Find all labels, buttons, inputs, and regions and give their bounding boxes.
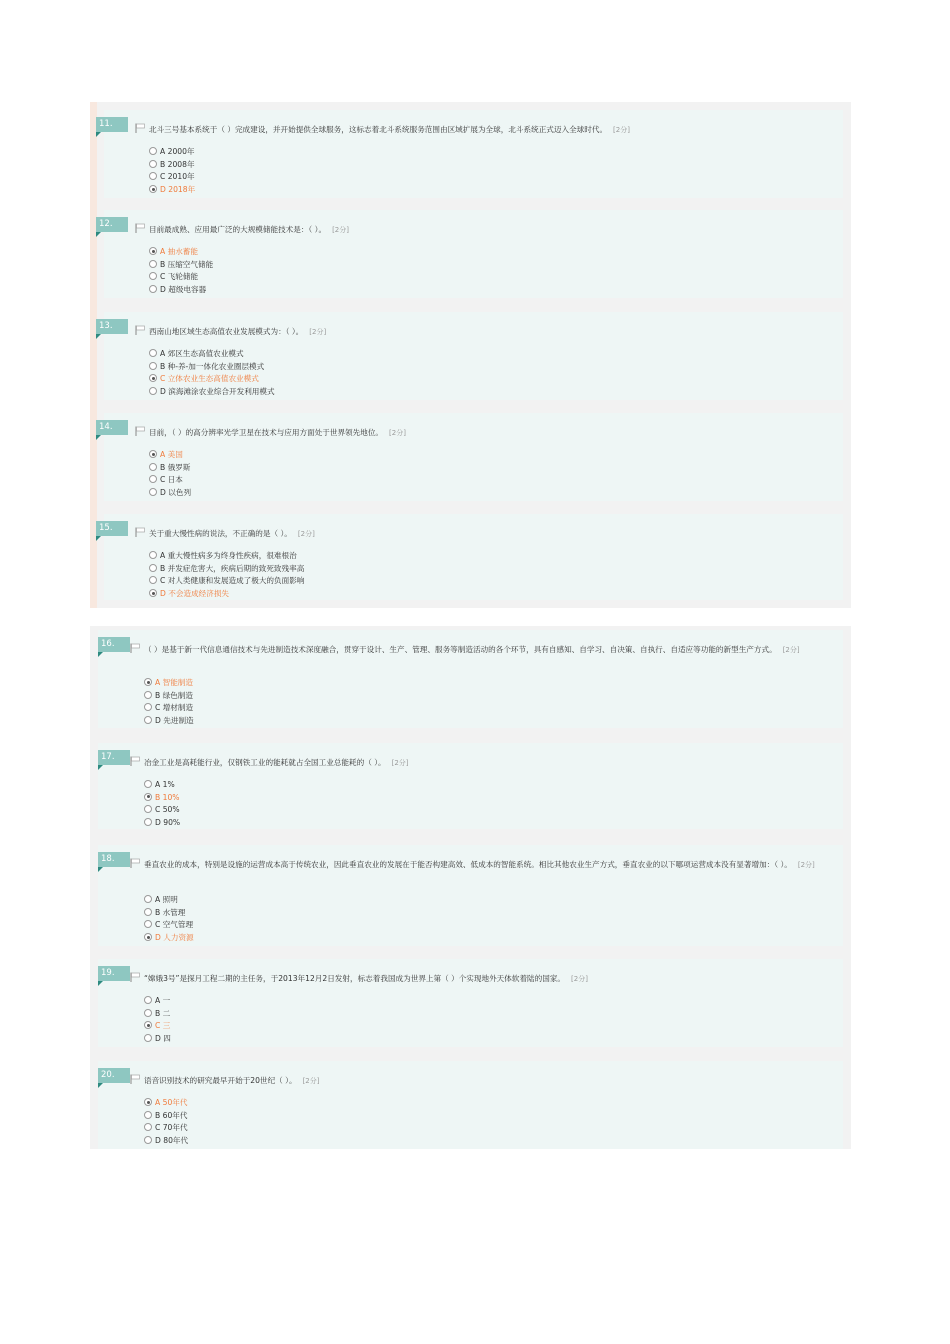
question-panel-1 — [90, 102, 851, 608]
option-label: D 滨海滩涂农业综合开发利用模式 — [160, 387, 275, 397]
question-stem: 关于重大慢性病的说法，不正确的是（ ）。 — [149, 529, 292, 538]
option-label: C 70年代 — [155, 1123, 188, 1133]
radio-button[interactable] — [149, 387, 157, 395]
score-label: [2分] — [391, 759, 409, 767]
question-card — [98, 959, 843, 1047]
radio-button[interactable] — [144, 716, 152, 724]
radio-button[interactable] — [144, 793, 152, 801]
flag-icon[interactable] — [130, 858, 140, 868]
radio-button[interactable] — [149, 247, 157, 255]
badge-fold — [98, 765, 103, 770]
radio-button[interactable] — [144, 1123, 152, 1131]
badge-fold — [98, 1083, 103, 1088]
option-label: A 智能制造 — [155, 678, 193, 687]
option-label: B 10% — [155, 792, 180, 802]
badge-fold — [96, 232, 101, 237]
option-label: A 美国 — [160, 450, 183, 459]
question-stem: “嫦娥3号”是探月工程二期的主任务，于2013年12月2日发射，标志着我国成为世界上第（ ）个实现地外天体软着陆的国家。 — [144, 974, 566, 983]
answer-options — [149, 146, 195, 197]
answer-option[interactable] — [144, 690, 194, 703]
radio-button[interactable] — [149, 272, 157, 280]
answer-option[interactable] — [149, 588, 304, 601]
answer-option[interactable] — [144, 804, 180, 817]
answer-option[interactable] — [149, 184, 195, 197]
answer-option[interactable] — [144, 907, 194, 920]
question-card — [99, 514, 843, 600]
question-text — [144, 858, 831, 872]
question-stem: 西南山地区域生态高值农业发展模式为：（ ）。 — [149, 327, 304, 336]
question-card — [98, 743, 843, 829]
radio-button[interactable] — [149, 463, 157, 471]
radio-button[interactable] — [149, 551, 157, 559]
radio-button[interactable] — [149, 564, 157, 572]
option-label: D 超级电容器 — [160, 285, 207, 295]
answer-option[interactable] — [149, 171, 195, 184]
radio-button[interactable] — [144, 805, 152, 813]
badge-fold — [96, 132, 101, 137]
answer-options — [149, 449, 191, 500]
option-label: C 立体农业生态高值农业模式 — [160, 374, 259, 384]
answer-options — [149, 246, 213, 297]
answer-option[interactable] — [144, 919, 194, 932]
score-label: [2分] — [797, 861, 815, 869]
question-text — [149, 223, 831, 237]
score-label: [2分] — [782, 646, 800, 654]
answer-options — [149, 550, 304, 601]
option-label: A 重大慢性病多为终身性疾病，很难根治 — [160, 551, 297, 560]
radio-button[interactable] — [144, 703, 152, 711]
flag-icon[interactable] — [135, 426, 145, 436]
answer-option[interactable] — [144, 817, 180, 830]
question-panel-2 — [90, 626, 851, 1149]
question-stem: 语音识别技术的研究最早开始于20世纪（ ）。 — [144, 1076, 297, 1085]
answer-option[interactable] — [144, 894, 194, 907]
question-text — [149, 123, 831, 137]
answer-option[interactable] — [149, 462, 191, 475]
option-label: B 水管理 — [155, 907, 186, 917]
question-number-badge: 18. — [98, 852, 130, 867]
score-label: [2分] — [571, 975, 588, 983]
radio-button[interactable] — [144, 1009, 152, 1017]
answer-options — [144, 779, 180, 830]
badge-fold — [96, 334, 101, 339]
option-label: D 90% — [155, 818, 181, 828]
flag-icon[interactable] — [130, 643, 140, 653]
question-card — [98, 845, 843, 946]
option-label: D 四 — [155, 1034, 171, 1044]
badge-fold — [98, 867, 103, 872]
score-label: [2分] — [613, 126, 630, 134]
question-number-badge: 20. — [98, 1068, 130, 1083]
radio-button[interactable] — [144, 1136, 152, 1144]
flag-icon[interactable] — [135, 325, 145, 335]
radio-button[interactable] — [144, 780, 152, 788]
radio-button[interactable] — [149, 374, 157, 382]
option-label: C 增材制造 — [155, 703, 194, 713]
radio-button[interactable] — [149, 160, 157, 168]
question-card — [99, 413, 843, 501]
option-label: D 先进制造 — [155, 716, 194, 726]
answer-option[interactable] — [144, 1097, 188, 1110]
answer-option[interactable] — [144, 702, 194, 715]
radio-button[interactable] — [149, 349, 157, 357]
badge-fold — [98, 981, 103, 986]
score-label: [2分] — [302, 1077, 320, 1085]
radio-button[interactable] — [144, 996, 152, 1004]
flag-icon[interactable] — [135, 223, 145, 233]
answer-option[interactable] — [149, 361, 275, 374]
option-label: B 二 — [155, 1008, 171, 1018]
answer-option[interactable] — [149, 474, 191, 487]
answer-option[interactable] — [149, 284, 213, 297]
question-text — [149, 527, 831, 541]
radio-button[interactable] — [144, 691, 152, 699]
option-label: C 飞轮储能 — [160, 272, 199, 282]
radio-button[interactable] — [149, 260, 157, 268]
answer-option[interactable] — [149, 271, 213, 284]
badge-fold — [96, 536, 101, 541]
question-number-badge: 16. — [98, 637, 130, 652]
radio-button[interactable] — [144, 1021, 152, 1029]
answer-option[interactable] — [144, 1008, 171, 1021]
answer-option[interactable] — [144, 932, 194, 945]
flag-icon[interactable] — [130, 1074, 140, 1084]
option-label: B 压缩空气储能 — [160, 259, 214, 269]
answer-option[interactable] — [149, 246, 213, 259]
option-label: C 日本 — [160, 475, 183, 485]
answer-option[interactable] — [144, 1122, 188, 1135]
flag-icon[interactable] — [130, 756, 140, 766]
option-label: B 绿色制造 — [155, 690, 193, 700]
answer-options — [149, 348, 275, 399]
question-stem: 冶金工业是高耗能行业，仅钢铁工业的能耗就占全国工业总能耗的（ ）。 — [144, 758, 386, 767]
answer-options — [144, 677, 194, 728]
question-text — [144, 643, 831, 657]
option-label: A 2000年 — [160, 147, 195, 156]
answer-option[interactable] — [144, 1110, 188, 1123]
radio-button[interactable] — [144, 678, 152, 686]
answer-option[interactable] — [149, 373, 275, 386]
option-label: B 2008年 — [160, 159, 195, 169]
answer-option[interactable] — [144, 1033, 171, 1046]
option-label: D 2018年 — [160, 185, 196, 195]
flag-icon[interactable] — [130, 972, 140, 982]
answer-option[interactable] — [144, 715, 194, 728]
radio-button[interactable] — [144, 895, 152, 903]
option-label: A 1% — [155, 780, 175, 789]
answer-option[interactable] — [149, 348, 275, 361]
score-label: [2分] — [389, 429, 406, 437]
question-text — [144, 972, 831, 986]
option-label: D 不会造成经济损失 — [160, 589, 230, 599]
answer-option[interactable] — [144, 1135, 188, 1148]
question-stem: 垂直农业的成本，特别是设施的运营成本高于传统农业，因此垂直农业的发展在于能否构建高效、低成本的智能系统。相比其他农业生产方式，垂直农业的以下哪项运营成本没有显著增加：（ ）。 — [144, 860, 792, 869]
answer-option[interactable] — [149, 563, 304, 576]
radio-button[interactable] — [144, 933, 152, 941]
question-number-badge: 19. — [98, 966, 130, 981]
radio-button[interactable] — [144, 818, 152, 826]
option-label: C 50% — [155, 805, 180, 815]
question-text — [149, 426, 831, 440]
question-text — [144, 756, 831, 770]
badge-fold — [98, 652, 103, 657]
question-text — [144, 1074, 831, 1088]
radio-button[interactable] — [149, 488, 157, 496]
option-label: A 一 — [155, 996, 171, 1005]
answer-options — [144, 894, 194, 945]
answer-option[interactable] — [149, 146, 195, 159]
option-label: D 80年代 — [155, 1136, 189, 1146]
radio-button[interactable] — [144, 920, 152, 928]
option-label: A 郊区生态高值农业模式 — [160, 349, 244, 358]
question-number-badge: 13. — [96, 319, 128, 334]
question-text — [149, 325, 831, 339]
score-label: [2分] — [309, 328, 327, 336]
option-label: B 种-养-加一体化农业圈层模式 — [160, 361, 265, 371]
question-number-badge: 11. — [96, 117, 128, 132]
option-label: B 俄罗斯 — [160, 462, 191, 472]
badge-fold — [96, 435, 101, 440]
radio-button[interactable] — [149, 450, 157, 458]
radio-button[interactable] — [149, 285, 157, 293]
answer-option[interactable] — [149, 550, 304, 563]
question-stem: 目前最成熟、应用最广泛的大规模储能技术是：（ ）。 — [149, 225, 327, 234]
option-label: C 对人类健康和发展造成了极大的负面影响 — [160, 576, 305, 586]
score-label: [2分] — [297, 530, 315, 538]
option-label: D 以色列 — [160, 488, 192, 498]
question-card — [99, 312, 843, 400]
radio-button[interactable] — [149, 362, 157, 370]
option-label: C 三 — [155, 1021, 171, 1031]
question-number-badge: 12. — [96, 217, 128, 232]
option-label: B 60年代 — [155, 1110, 188, 1120]
question-stem: （ ）是基于新一代信息通信技术与先进制造技术深度融合，贯穿于设计、生产、管理、服务等制造活动的各个环节，具有自感知、自学习、自决策、自执行、自适应等功能的新型生产方式。 — [144, 645, 777, 654]
question-card — [99, 210, 843, 298]
answer-option[interactable] — [144, 995, 171, 1008]
answer-option[interactable] — [149, 575, 304, 588]
question-card — [98, 1061, 843, 1149]
radio-button[interactable] — [149, 589, 157, 597]
radio-button[interactable] — [149, 576, 157, 584]
answer-option[interactable] — [149, 487, 191, 500]
option-label: B 并发症危害大，疾病后期的致死致残率高 — [160, 563, 305, 573]
radio-button[interactable] — [144, 1098, 152, 1106]
radio-button[interactable] — [144, 1034, 152, 1042]
question-number-badge: 14. — [96, 420, 128, 435]
option-label: A 抽水蓄能 — [160, 247, 198, 256]
flag-icon[interactable] — [135, 123, 145, 133]
answer-option[interactable] — [149, 159, 195, 172]
radio-button[interactable] — [144, 908, 152, 916]
question-stem: 北斗三号基本系统于（ ）完成建设，并开始提供全球服务，这标志着北斗系统服务范围由区域扩展为全球，北斗系统正式迈入全球时代。 — [149, 125, 608, 134]
question-number-badge: 17. — [98, 750, 130, 765]
answer-option[interactable] — [144, 677, 194, 690]
radio-button[interactable] — [149, 185, 157, 193]
option-label: A 50年代 — [155, 1098, 188, 1107]
question-number-badge: 15. — [96, 521, 128, 536]
option-label: D 人力资源 — [155, 933, 194, 943]
answer-option[interactable] — [144, 1020, 171, 1033]
answer-options — [144, 995, 171, 1046]
radio-button[interactable] — [149, 475, 157, 483]
score-label: [2分] — [332, 226, 349, 234]
answer-option[interactable] — [149, 259, 213, 272]
question-card — [98, 630, 843, 728]
radio-button[interactable] — [149, 147, 157, 155]
flag-icon[interactable] — [135, 527, 145, 537]
question-stem: 目前，（ ）的高分辨率光学卫星在技术与应用方面处于世界领先地位。 — [149, 428, 384, 437]
answer-options — [144, 1097, 188, 1148]
option-label: A 照明 — [155, 895, 178, 904]
answer-option[interactable] — [144, 779, 180, 792]
radio-button[interactable] — [149, 172, 157, 180]
option-label: C 2010年 — [160, 172, 195, 182]
question-card — [99, 110, 843, 198]
answer-option[interactable] — [144, 792, 180, 805]
answer-option[interactable] — [149, 386, 275, 399]
answer-option[interactable] — [149, 449, 191, 462]
option-label: C 空气管理 — [155, 920, 194, 930]
radio-button[interactable] — [144, 1111, 152, 1119]
